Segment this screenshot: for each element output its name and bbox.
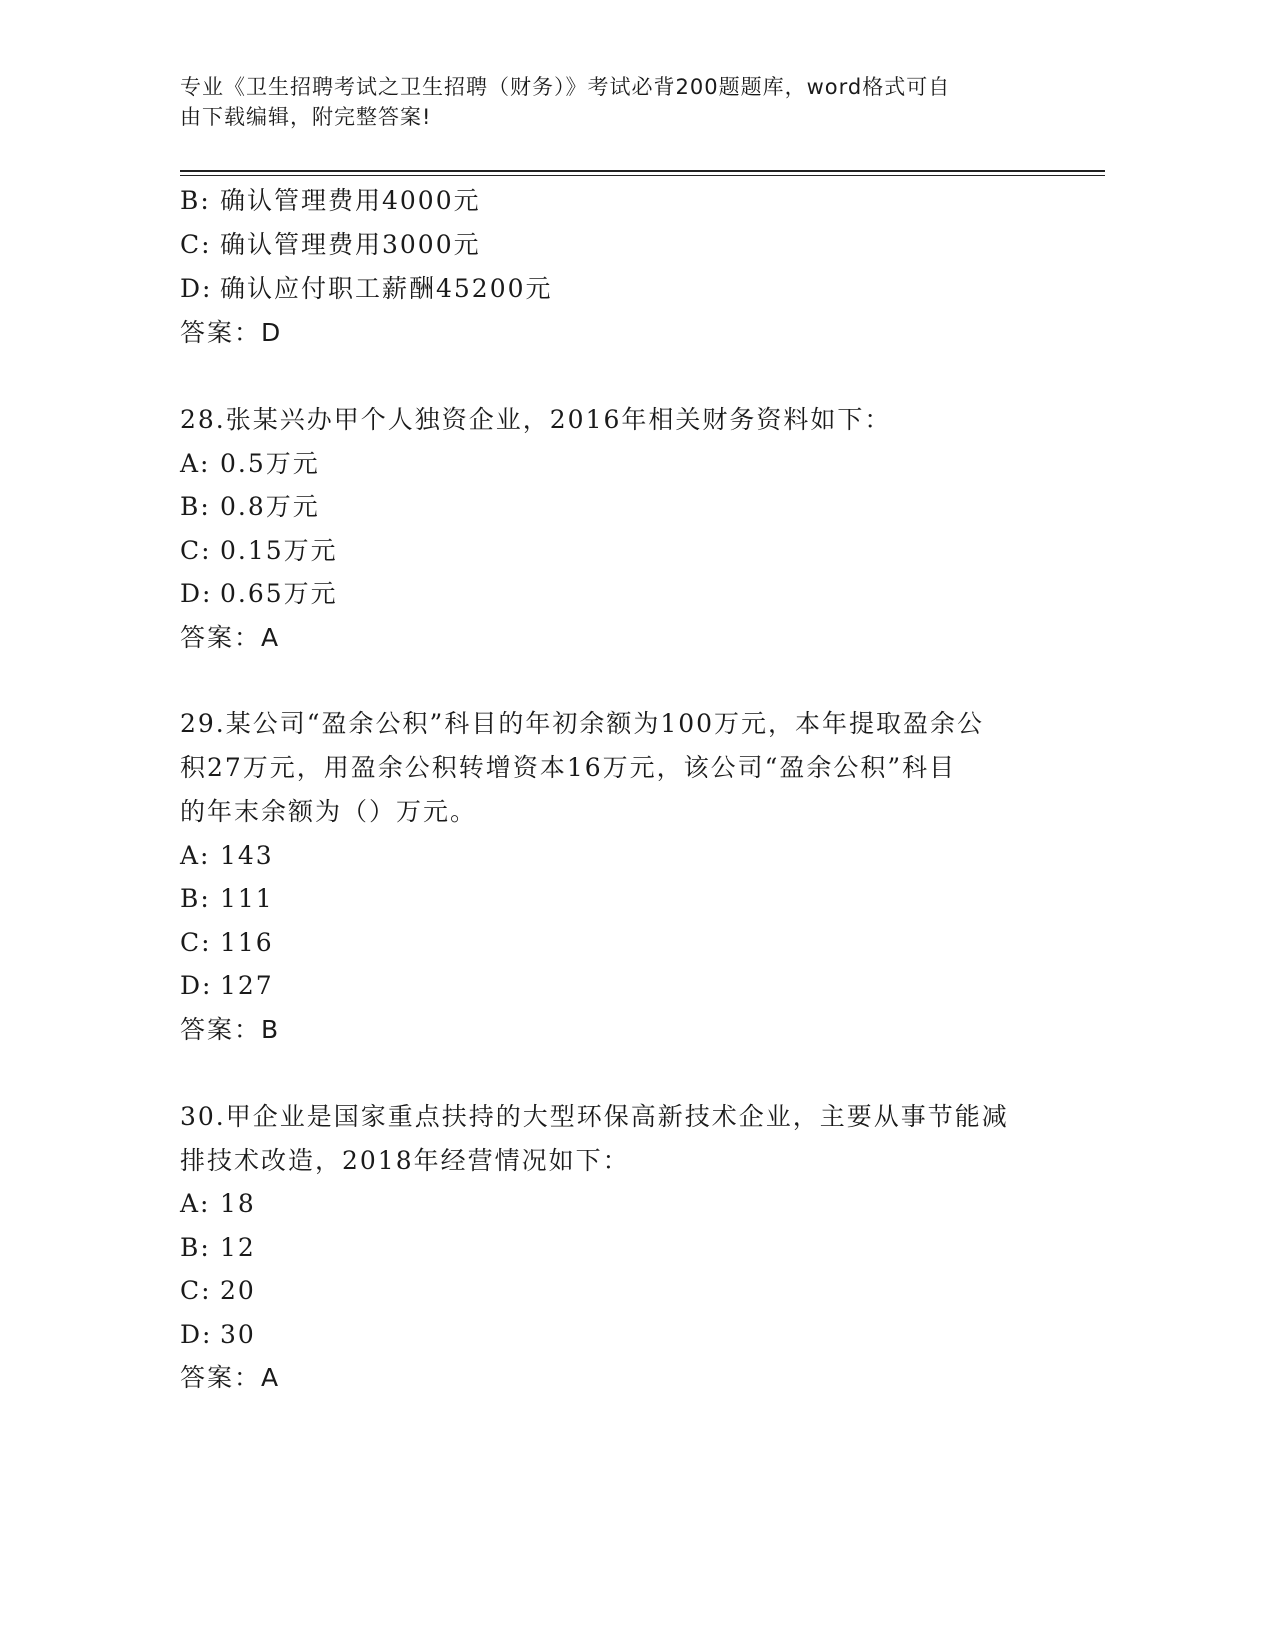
option-text: 12 — [220, 1233, 256, 1262]
option-d — [180, 969, 274, 1003]
document-header — [180, 72, 1040, 132]
option-key: C: — [180, 928, 212, 957]
option-c — [180, 926, 274, 960]
option-text: 18 — [220, 1189, 256, 1218]
answer-line: 答案：A — [180, 1363, 281, 1392]
option-text: 20 — [220, 1276, 256, 1305]
option-text: 127 — [220, 971, 274, 1000]
option-c — [180, 534, 338, 568]
header-line-1: 专业《卫生招聘考试之卫生招聘（财务）》考试必背200题题库，word格式可自 — [180, 75, 951, 99]
option-key: B: — [180, 1233, 211, 1262]
option-c — [180, 228, 481, 262]
header-divider-thick — [180, 170, 1105, 172]
header-line-2: 由下载编辑，附完整答案! — [180, 105, 432, 129]
option-d — [180, 272, 553, 306]
option-key: D: — [180, 579, 213, 608]
option-b — [180, 882, 274, 916]
question-stem: 排技术改造，2018年经营情况如下： — [180, 1146, 630, 1175]
question-stem: 28.张某兴办甲个人独资企业，2016年相关财务资料如下： — [180, 405, 892, 434]
answer-line: 答案：B — [180, 1015, 281, 1044]
option-a — [180, 839, 274, 873]
option-key: D: — [180, 1320, 213, 1349]
option-key: B: — [180, 492, 211, 521]
option-d — [180, 577, 338, 611]
option-b — [180, 490, 320, 524]
option-key: C: — [180, 536, 212, 565]
option-b — [180, 1231, 256, 1265]
option-text: 确认管理费用4000元 — [220, 186, 481, 215]
option-key: C: — [180, 230, 212, 259]
option-a — [180, 1187, 256, 1221]
answer-line: 答案：A — [180, 623, 281, 652]
option-d — [180, 1318, 256, 1352]
option-text: 0.5万元 — [220, 449, 320, 478]
option-key: A: — [180, 1189, 211, 1218]
option-key: D: — [180, 971, 213, 1000]
question-stem: 29.某公司“盈余公积”科目的年初余额为100万元，本年提取盈余公 — [180, 709, 985, 738]
option-text: 0.65万元 — [220, 579, 338, 608]
question-stem: 30.甲企业是国家重点扶持的大型环保高新技术企业，主要从事节能减 — [180, 1102, 1009, 1131]
answer-line: 答案：D — [180, 318, 283, 347]
option-a — [180, 447, 320, 481]
option-text: 确认应付职工薪酬45200元 — [220, 274, 553, 303]
option-b — [180, 184, 481, 218]
option-text: 确认管理费用3000元 — [220, 230, 481, 259]
option-key: A: — [180, 449, 211, 478]
question-stem: 积27万元，用盈余公积转增资本16万元，该公司“盈余公积”科目 — [180, 753, 957, 782]
option-text: 0.15万元 — [220, 536, 338, 565]
header-divider-thin — [180, 175, 1105, 176]
option-c — [180, 1274, 256, 1308]
option-key: C: — [180, 1276, 212, 1305]
option-text: 111 — [220, 884, 274, 913]
option-text: 116 — [220, 928, 274, 957]
option-key: A: — [180, 841, 211, 870]
option-text: 143 — [220, 841, 274, 870]
option-key: D: — [180, 274, 213, 303]
option-text: 0.8万元 — [220, 492, 320, 521]
option-key: B: — [180, 884, 211, 913]
question-stem: 的年末余额为（）万元。 — [180, 797, 478, 826]
option-key: B: — [180, 186, 211, 215]
option-text: 30 — [220, 1320, 256, 1349]
